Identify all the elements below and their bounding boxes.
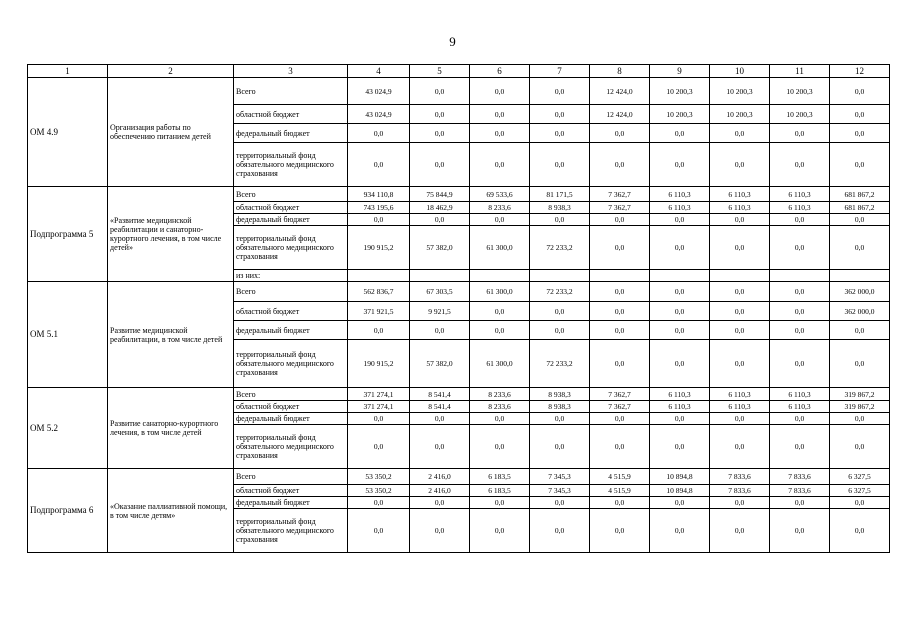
program-name: Организация работы по обеспечению питанием детей [108, 78, 234, 187]
amount-cell: 8 541,4 [410, 401, 470, 413]
budget-table [27, 64, 890, 553]
amount-cell: 4 515,9 [590, 485, 650, 497]
amount-cell: 7 833,6 [770, 469, 830, 485]
funding-source: территориальный фонд обязательного медицинского страхования [234, 509, 348, 553]
amount-cell: 0,0 [530, 78, 590, 105]
amount-cell: 0,0 [470, 302, 530, 321]
funding-source: Всего [234, 78, 348, 105]
amount-cell: 0,0 [770, 497, 830, 509]
amount-cell: 0,0 [530, 497, 590, 509]
amount-cell: 10 894,8 [650, 469, 710, 485]
amount-cell: 0,0 [530, 425, 590, 469]
amount-cell: 6 327,5 [830, 469, 890, 485]
amount-cell: 0,0 [470, 321, 530, 340]
amount-cell: 0,0 [410, 78, 470, 105]
iz-nih-label: из них: [234, 270, 348, 282]
funding-source: областной бюджет [234, 202, 348, 214]
amount-cell: 7 833,6 [710, 469, 770, 485]
amount-cell: 0,0 [348, 124, 410, 143]
amount-cell: 75 844,9 [410, 187, 470, 202]
program-name: «Оказание паллиативной помощи, в том числе детям» [108, 469, 234, 553]
amount-cell: 0,0 [530, 143, 590, 187]
amount-cell: 0,0 [770, 143, 830, 187]
amount-cell: 0,0 [470, 413, 530, 425]
funding-source: территориальный фонд обязательного медицинского страхования [234, 226, 348, 270]
amount-cell: 6 110,3 [650, 187, 710, 202]
amount-cell: 0,0 [710, 226, 770, 270]
amount-cell: 0,0 [650, 214, 710, 226]
funding-source: Всего [234, 388, 348, 401]
amount-cell: 7 362,7 [590, 187, 650, 202]
amount-cell: 0,0 [830, 78, 890, 105]
funding-source: областной бюджет [234, 105, 348, 124]
page-number: 9 [449, 34, 456, 49]
amount-cell: 0,0 [348, 143, 410, 187]
amount-cell: 0,0 [710, 143, 770, 187]
amount-cell: 0,0 [710, 413, 770, 425]
table-row [28, 78, 890, 105]
funding-source: федеральный бюджет [234, 413, 348, 425]
program-code: ОМ 4.9 [28, 78, 108, 187]
program-code: ОМ 5.1 [28, 282, 108, 388]
amount-cell: 8 233,6 [470, 388, 530, 401]
amount-cell: 6 183,5 [470, 469, 530, 485]
header-cell: 6 [470, 65, 530, 78]
amount-cell: 0,0 [770, 214, 830, 226]
amount-cell: 0,0 [410, 497, 470, 509]
empty-cell [348, 270, 410, 282]
amount-cell: 371 274,1 [348, 401, 410, 413]
amount-cell: 10 894,8 [650, 485, 710, 497]
amount-cell: 18 462,9 [410, 202, 470, 214]
amount-cell: 0,0 [710, 321, 770, 340]
table-row [28, 187, 890, 202]
amount-cell: 0,0 [410, 124, 470, 143]
amount-cell: 2 416,0 [410, 485, 470, 497]
program-name: Развитие медицинской реабилитации, в том числе детей [108, 282, 234, 388]
amount-cell: 9 921,5 [410, 302, 470, 321]
amount-cell: 7 345,3 [530, 469, 590, 485]
amount-cell: 0,0 [410, 143, 470, 187]
empty-cell [590, 270, 650, 282]
funding-source: Всего [234, 187, 348, 202]
amount-cell: 0,0 [830, 425, 890, 469]
amount-cell: 0,0 [348, 214, 410, 226]
amount-cell: 0,0 [770, 302, 830, 321]
amount-cell: 319 867,2 [830, 401, 890, 413]
funding-source: федеральный бюджет [234, 321, 348, 340]
amount-cell: 0,0 [650, 124, 710, 143]
amount-cell: 0,0 [348, 321, 410, 340]
table-row [28, 282, 890, 302]
amount-cell: 0,0 [590, 321, 650, 340]
amount-cell: 0,0 [470, 425, 530, 469]
amount-cell: 0,0 [830, 321, 890, 340]
amount-cell: 0,0 [590, 143, 650, 187]
amount-cell: 0,0 [770, 124, 830, 143]
amount-cell: 57 382,0 [410, 340, 470, 388]
amount-cell: 57 382,0 [410, 226, 470, 270]
amount-cell: 10 200,3 [770, 105, 830, 124]
funding-source: территориальный фонд обязательного медицинского страхования [234, 143, 348, 187]
amount-cell: 72 233,2 [530, 340, 590, 388]
empty-cell [830, 270, 890, 282]
amount-cell: 6 110,3 [650, 202, 710, 214]
funding-source: Всего [234, 469, 348, 485]
amount-cell: 371 274,1 [348, 388, 410, 401]
amount-cell: 6 110,3 [770, 388, 830, 401]
amount-cell: 0,0 [470, 214, 530, 226]
amount-cell: 0,0 [590, 497, 650, 509]
amount-cell: 371 921,5 [348, 302, 410, 321]
amount-cell: 0,0 [650, 425, 710, 469]
amount-cell: 0,0 [830, 509, 890, 553]
amount-cell: 0,0 [410, 214, 470, 226]
header-cell: 5 [410, 65, 470, 78]
amount-cell: 6 110,3 [770, 187, 830, 202]
program-code: Подпрограмма 5 [28, 187, 108, 282]
amount-cell: 6 110,3 [770, 202, 830, 214]
funding-source: территориальный фонд обязательного медицинского страхования [234, 425, 348, 469]
amount-cell: 0,0 [650, 321, 710, 340]
amount-cell: 81 171,5 [530, 187, 590, 202]
amount-cell: 0,0 [410, 321, 470, 340]
empty-cell [710, 270, 770, 282]
amount-cell: 681 867,2 [830, 202, 890, 214]
amount-cell: 0,0 [710, 282, 770, 302]
amount-cell: 0,0 [770, 321, 830, 340]
empty-cell [650, 270, 710, 282]
amount-cell: 0,0 [530, 509, 590, 553]
header-cell: 11 [770, 65, 830, 78]
amount-cell: 0,0 [470, 78, 530, 105]
amount-cell: 743 195,6 [348, 202, 410, 214]
empty-cell [410, 270, 470, 282]
amount-cell: 0,0 [410, 509, 470, 553]
amount-cell: 0,0 [650, 226, 710, 270]
table-row [28, 388, 890, 401]
amount-cell: 0,0 [770, 413, 830, 425]
header-cell: 8 [590, 65, 650, 78]
program-code: ОМ 5.2 [28, 388, 108, 469]
amount-cell: 562 836,7 [348, 282, 410, 302]
header-cell: 10 [710, 65, 770, 78]
amount-cell: 0,0 [530, 413, 590, 425]
amount-cell: 53 350,2 [348, 485, 410, 497]
amount-cell: 0,0 [830, 413, 890, 425]
amount-cell: 8 938,3 [530, 202, 590, 214]
amount-cell: 12 424,0 [590, 105, 650, 124]
amount-cell: 0,0 [590, 124, 650, 143]
amount-cell: 0,0 [830, 143, 890, 187]
amount-cell: 6 327,5 [830, 485, 890, 497]
amount-cell: 0,0 [710, 509, 770, 553]
amount-cell: 0,0 [650, 282, 710, 302]
empty-cell [470, 270, 530, 282]
amount-cell: 6 110,3 [710, 187, 770, 202]
amount-cell: 0,0 [710, 124, 770, 143]
amount-cell: 8 233,6 [470, 202, 530, 214]
amount-cell: 0,0 [530, 321, 590, 340]
amount-cell: 0,0 [650, 497, 710, 509]
header-cell: 12 [830, 65, 890, 78]
amount-cell: 0,0 [410, 105, 470, 124]
amount-cell: 0,0 [650, 509, 710, 553]
amount-cell: 4 515,9 [590, 469, 650, 485]
amount-cell: 6 110,3 [770, 401, 830, 413]
amount-cell: 0,0 [830, 340, 890, 388]
amount-cell: 0,0 [650, 340, 710, 388]
amount-cell: 0,0 [470, 105, 530, 124]
amount-cell: 0,0 [470, 124, 530, 143]
funding-source: Всего [234, 282, 348, 302]
amount-cell: 0,0 [470, 509, 530, 553]
amount-cell: 0,0 [650, 143, 710, 187]
amount-cell: 0,0 [590, 425, 650, 469]
amount-cell: 0,0 [770, 340, 830, 388]
amount-cell: 43 024,9 [348, 78, 410, 105]
amount-cell: 7 362,7 [590, 388, 650, 401]
amount-cell: 319 867,2 [830, 388, 890, 401]
amount-cell: 6 183,5 [470, 485, 530, 497]
amount-cell: 0,0 [470, 143, 530, 187]
amount-cell: 362 000,0 [830, 282, 890, 302]
funding-source: федеральный бюджет [234, 124, 348, 143]
amount-cell: 0,0 [590, 226, 650, 270]
table-header [28, 65, 890, 78]
amount-cell: 0,0 [770, 282, 830, 302]
amount-cell: 0,0 [590, 509, 650, 553]
amount-cell: 0,0 [770, 425, 830, 469]
amount-cell: 190 915,2 [348, 340, 410, 388]
amount-cell: 0,0 [530, 124, 590, 143]
amount-cell: 6 110,3 [710, 388, 770, 401]
amount-cell: 0,0 [830, 214, 890, 226]
amount-cell: 0,0 [710, 497, 770, 509]
amount-cell: 0,0 [770, 226, 830, 270]
amount-cell: 10 200,3 [770, 78, 830, 105]
amount-cell: 0,0 [710, 340, 770, 388]
amount-cell: 0,0 [590, 340, 650, 388]
amount-cell: 0,0 [410, 413, 470, 425]
funding-source: областной бюджет [234, 401, 348, 413]
funding-source: федеральный бюджет [234, 497, 348, 509]
amount-cell: 0,0 [830, 105, 890, 124]
amount-cell: 0,0 [590, 282, 650, 302]
funding-source: областной бюджет [234, 485, 348, 497]
header-cell: 7 [530, 65, 590, 78]
funding-source: федеральный бюджет [234, 214, 348, 226]
amount-cell: 6 110,3 [650, 401, 710, 413]
amount-cell: 190 915,2 [348, 226, 410, 270]
amount-cell: 6 110,3 [710, 401, 770, 413]
amount-cell: 53 350,2 [348, 469, 410, 485]
amount-cell: 0,0 [590, 302, 650, 321]
amount-cell: 8 541,4 [410, 388, 470, 401]
amount-cell: 934 110,8 [348, 187, 410, 202]
amount-cell: 6 110,3 [710, 202, 770, 214]
amount-cell: 0,0 [830, 124, 890, 143]
amount-cell: 0,0 [590, 413, 650, 425]
amount-cell: 10 200,3 [650, 105, 710, 124]
amount-cell: 0,0 [650, 302, 710, 321]
amount-cell: 0,0 [410, 425, 470, 469]
amount-cell: 7 833,6 [710, 485, 770, 497]
amount-cell: 61 300,0 [470, 340, 530, 388]
amount-cell: 7 345,3 [530, 485, 590, 497]
amount-cell: 0,0 [530, 214, 590, 226]
amount-cell: 69 533,6 [470, 187, 530, 202]
amount-cell: 72 233,2 [530, 282, 590, 302]
amount-cell: 0,0 [590, 214, 650, 226]
header-cell: 1 [28, 65, 108, 78]
table-body [28, 78, 890, 553]
amount-cell: 0,0 [530, 105, 590, 124]
header-cell: 3 [234, 65, 348, 78]
amount-cell: 0,0 [830, 226, 890, 270]
amount-cell: 10 200,3 [710, 78, 770, 105]
amount-cell: 12 424,0 [590, 78, 650, 105]
empty-cell [770, 270, 830, 282]
amount-cell: 8 938,3 [530, 401, 590, 413]
amount-cell: 0,0 [830, 497, 890, 509]
amount-cell: 7 833,6 [770, 485, 830, 497]
amount-cell: 10 200,3 [650, 78, 710, 105]
amount-cell: 0,0 [710, 425, 770, 469]
amount-cell: 10 200,3 [710, 105, 770, 124]
amount-cell: 0,0 [470, 497, 530, 509]
amount-cell: 0,0 [650, 413, 710, 425]
header-cell: 9 [650, 65, 710, 78]
funding-source: территориальный фонд обязательного медицинского страхования [234, 340, 348, 388]
header-cell: 2 [108, 65, 234, 78]
amount-cell: 0,0 [348, 413, 410, 425]
amount-cell: 6 110,3 [650, 388, 710, 401]
amount-cell: 0,0 [348, 509, 410, 553]
program-code: Подпрограмма 6 [28, 469, 108, 553]
amount-cell: 2 416,0 [410, 469, 470, 485]
program-name: Развитие санаторно-курортного лечения, в том числе детей [108, 388, 234, 469]
amount-cell: 72 233,2 [530, 226, 590, 270]
table-row [28, 469, 890, 485]
amount-cell: 681 867,2 [830, 187, 890, 202]
amount-cell: 0,0 [770, 509, 830, 553]
amount-cell: 0,0 [530, 302, 590, 321]
amount-cell: 7 362,7 [590, 202, 650, 214]
amount-cell: 0,0 [710, 214, 770, 226]
amount-cell: 0,0 [348, 497, 410, 509]
amount-cell: 61 300,0 [470, 282, 530, 302]
empty-cell [530, 270, 590, 282]
amount-cell: 61 300,0 [470, 226, 530, 270]
amount-cell: 8 938,3 [530, 388, 590, 401]
amount-cell: 0,0 [710, 302, 770, 321]
amount-cell: 8 233,6 [470, 401, 530, 413]
funding-source: областной бюджет [234, 302, 348, 321]
amount-cell: 362 000,0 [830, 302, 890, 321]
amount-cell: 7 362,7 [590, 401, 650, 413]
header-cell: 4 [348, 65, 410, 78]
program-name: «Развитие медицинской реабилитации и санаторно-курортного лечения, в том числе детей» [108, 187, 234, 282]
amount-cell: 43 024,9 [348, 105, 410, 124]
amount-cell: 67 303,5 [410, 282, 470, 302]
amount-cell: 0,0 [348, 425, 410, 469]
